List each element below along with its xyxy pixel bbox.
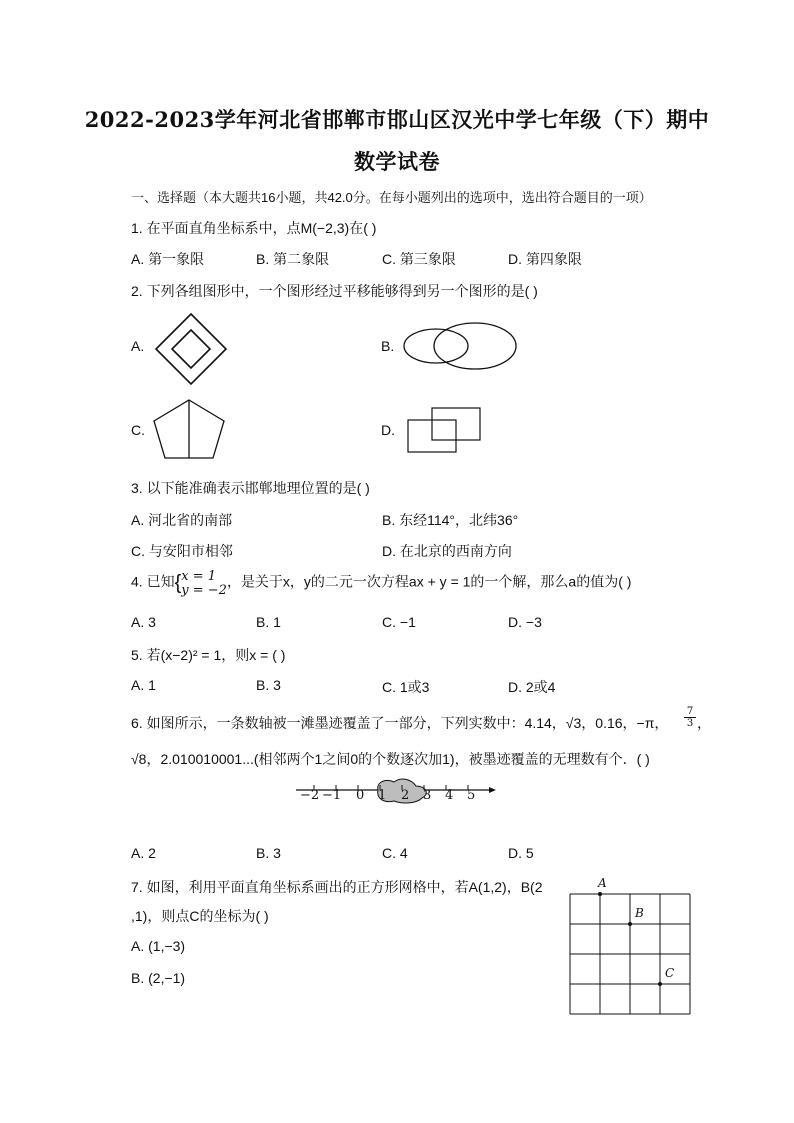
q4-option-d: D. −3 — [508, 614, 542, 630]
q3-option-b: B. 东经114°，北纬36° — [382, 512, 519, 528]
q4-equation-system: { — [174, 572, 182, 595]
q5-option-a: A. 1 — [131, 677, 156, 693]
q3-option-d: D. 在北京的西南方向 — [382, 543, 512, 559]
q2-figure-c — [151, 398, 227, 460]
q5-option-b: B. 3 — [256, 677, 281, 693]
q6-axis-labels — [290, 788, 502, 806]
q6-tick-label: 2 — [401, 788, 410, 803]
section-header: 一、选择题（本大题共16小题，共42.0分。在每小题列出的选项中，选出符合题目的一项） — [131, 190, 652, 205]
q4-system-bottom: y = −2 — [181, 583, 227, 598]
page-title: 2022-2023学年河北省邯郸市邯山区汉光中学七年级（下）期中 — [84, 107, 710, 132]
q6-tick-label: 1 — [378, 788, 387, 803]
question-5: 5. 若(x−2)² = 1，则x = ( ) — [131, 647, 286, 663]
question-4 — [131, 569, 631, 597]
q6-fraction-den: 3 — [686, 718, 694, 729]
q2-label-c: C. — [131, 422, 145, 438]
q4-prefix: 4. 已知 — [131, 573, 175, 590]
q2-label-a: A. — [131, 338, 145, 354]
question-6-line1: 6. 如图所示，一条数轴被一滩墨迹覆盖了一部分，下列实数中：4.14，√3，0.16，−π， — [131, 715, 669, 731]
q7-label-b: B — [635, 906, 644, 920]
page-subtitle: 数学试卷 — [354, 149, 440, 174]
q3-option-a: A. 河北省的南部 — [131, 512, 233, 528]
q4-option-b: B. 1 — [256, 614, 281, 630]
q5-option-c: C. 1或3 — [382, 679, 430, 695]
q6-tick-label: −2 — [300, 788, 320, 803]
q7-point-a — [598, 892, 602, 896]
q7-label-c: C — [665, 966, 675, 980]
q6-tick-label: 0 — [356, 788, 365, 803]
q7-option-a: A. (1,−3) — [131, 938, 186, 954]
question-1: 1. 在平面直角坐标系中，点M(−2,3)在( ) — [131, 220, 377, 236]
question-3: 3. 以下能准确表示邯郸地理位置的是( ) — [131, 480, 370, 496]
question-7-line1: 7. 如图，利用平面直角坐标系画出的正方形网格中，若A(1,2)，B(2 — [131, 879, 543, 895]
q7-option-b: B. (2,−1) — [131, 970, 186, 986]
q4-system-top: x = 1 — [181, 569, 217, 584]
q1-option-d: D. 第四象限 — [508, 251, 582, 267]
q3-option-c: C. 与安阳市相邻 — [131, 543, 233, 559]
question-2: 2. 下列各组图形中，一个图形经过平移能够得到另一个图形的是( ) — [131, 283, 538, 299]
q4-option-c: C. −1 — [382, 614, 416, 630]
q6-tick-label: −1 — [322, 788, 342, 803]
q2-label-b: B. — [381, 338, 395, 354]
q6-option-d: D. 5 — [508, 845, 534, 861]
q7-point-c — [658, 982, 662, 986]
q7-grid-figure — [566, 877, 696, 1017]
q6-option-b: B. 3 — [256, 845, 281, 861]
q4-suffix: ，是关于x，y的二元一次方程ax + y = 1的一个解，那么a的值为( ) — [226, 573, 632, 590]
q4-option-a: A. 3 — [131, 614, 156, 630]
q6-comma: ， — [697, 716, 711, 732]
q2-figure-b — [402, 320, 520, 372]
q4-system-lines — [181, 569, 227, 597]
q7-grid — [570, 894, 690, 1014]
q2-figure-a — [154, 312, 228, 386]
q6-fraction — [684, 706, 696, 729]
question-6-line2: √8，2.010010001...(相邻两个1之间0的个数逐次加1)，被墨迹覆盖的无理数有个．( ) — [131, 751, 650, 767]
q7-point-b — [628, 922, 632, 926]
q2-figure-d — [406, 406, 484, 454]
q7-label-a: A — [598, 876, 607, 890]
q1-option-c: C. 第三象限 — [382, 251, 456, 267]
q6-tick-label: 5 — [467, 788, 476, 803]
question-7-line2: ,1)，则点C的坐标为( ) — [131, 908, 269, 924]
q5-option-d: D. 2或4 — [508, 679, 556, 695]
q2-label-d: D. — [381, 422, 395, 438]
q1-option-a: A. 第一象限 — [131, 251, 205, 267]
q6-option-c: C. 4 — [382, 845, 408, 861]
q6-tick-label: 4 — [445, 788, 454, 803]
q6-tick-label: 3 — [423, 788, 432, 803]
q6-option-a: A. 2 — [131, 845, 156, 861]
q6-fraction-num: 7 — [684, 706, 696, 718]
q1-option-b: B. 第二象限 — [256, 251, 330, 267]
